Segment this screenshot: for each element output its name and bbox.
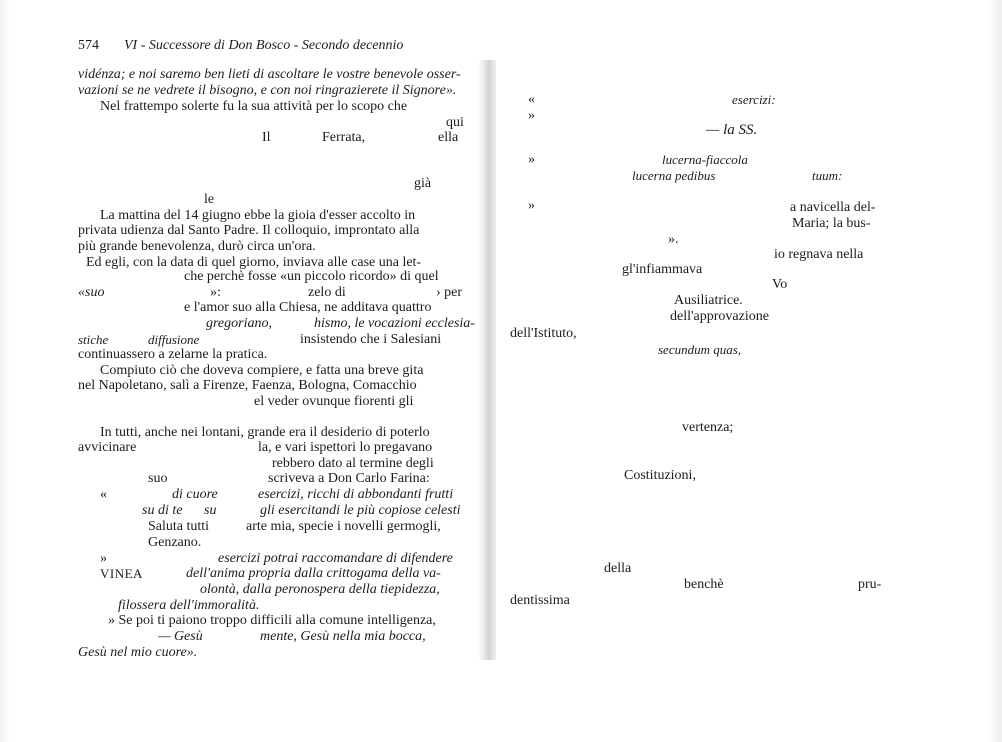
text-line: zelo di	[308, 285, 346, 300]
text-line: stiche	[78, 332, 109, 347]
book-gutter-shadow	[478, 60, 496, 660]
text-line: Il	[262, 130, 271, 145]
text-line: a navicella del-	[790, 200, 876, 215]
text-line: › per	[436, 285, 463, 300]
text-line: Maria; la bus-	[792, 216, 871, 231]
text-line: insistendo che i Salesiani	[300, 332, 442, 347]
page-edge-right	[988, 0, 1002, 742]
text-line: »	[528, 152, 535, 167]
text-line: Saluta tutti	[148, 519, 210, 534]
text-line: ».	[668, 232, 679, 247]
text-line: dell'approvazione	[670, 309, 769, 324]
text-line: di cuore	[172, 487, 218, 502]
text-line: che perchè fosse «un piccolo ricordo» di quel	[184, 269, 439, 284]
text-line: mente, Gesù nella mia bocca,	[260, 629, 426, 644]
text-line: — la SS.	[706, 122, 758, 138]
text-line: già	[414, 176, 432, 191]
text-line: Vo	[772, 277, 788, 292]
running-header: VI - Successore di Don Bosco - Secondo decennio	[124, 38, 404, 53]
text-line: avvicinare	[78, 440, 137, 455]
text-line: — Gesù	[158, 629, 203, 644]
text-line: »	[528, 108, 535, 123]
text-line: Genzano.	[148, 535, 202, 550]
text-line: continuassero a zelarne la pratica.	[78, 347, 268, 362]
text-line: esercizi, ricchi di abbondanti frutti	[258, 487, 454, 502]
text-line: «	[528, 92, 535, 107]
text-line: olontà, dalla peronospera della tiepidezza,	[200, 582, 440, 597]
text-line: qui	[446, 115, 464, 130]
text-line: vidénza; e noi saremo ben lieti di ascoltare le vostre benevole osser-	[78, 67, 461, 82]
text-line: » Se poi ti paiono troppo difficili alla comune intelligenza,	[108, 613, 436, 628]
text-line: arte mia, specie i novelli germogli,	[246, 519, 441, 534]
page-edge-left	[0, 0, 10, 742]
text-line: privata udienza dal Santo Padre. Il colloquio, improntato alla	[78, 223, 420, 238]
text-line: gregoriano,	[206, 316, 272, 331]
text-line: »	[100, 551, 107, 566]
text-line: pru-	[858, 577, 882, 592]
text-line: diffusione	[148, 332, 200, 347]
text-line: le	[204, 192, 215, 207]
text-line: della	[604, 561, 632, 576]
text-line: La mattina del 14 giugno ebbe la gioia d'esser accolto in	[100, 208, 416, 223]
text-line: filossera dell'immoralità.	[118, 598, 260, 613]
text-line: benchè	[684, 577, 724, 592]
text-line: più grande benevolenza, durò circa un'ora.	[78, 239, 316, 254]
text-line: vazioni se ne vedrete il bisogno, e con noi ringrazierete il Signore».	[78, 83, 457, 98]
text-line: «suo	[78, 285, 105, 300]
page-number: 574	[78, 38, 99, 53]
text-line: su	[204, 503, 217, 518]
text-line: Nel frattempo solerte fu la sua attività per lo scopo che	[100, 99, 408, 114]
text-line: Ferrata,	[322, 130, 366, 145]
text-line: vertenza;	[682, 420, 734, 435]
text-line: Gesù nel mio cuore».	[78, 645, 198, 660]
text-line: ella	[438, 130, 459, 145]
text-line: hismo, le vocazioni ecclesia-	[314, 316, 475, 331]
text-line: scriveva a Don Carlo Farina:	[268, 471, 430, 486]
text-line: tuum:	[812, 168, 843, 183]
text-line: e l'amor suo alla Chiesa, ne additava quattro	[184, 300, 432, 315]
text-line: suo	[148, 471, 168, 486]
text-line: Ausiliatrice.	[674, 293, 743, 308]
text-line: nel Napoletano, salì a Firenze, Faenza, Bologna, Comacchio	[78, 378, 417, 393]
text-line: su di te	[142, 503, 183, 518]
text-line: »	[528, 198, 535, 213]
text-line: lucerna-fiaccola	[662, 152, 748, 167]
text-line: »:	[210, 285, 221, 300]
text-line: secundum quas,	[658, 342, 742, 357]
text-line: io regnava nella	[774, 247, 864, 262]
text-line: la, e vari ispettori lo pregavano	[258, 440, 433, 455]
text-line: dell'Istituto,	[510, 326, 577, 341]
text-line: VINEA	[100, 566, 143, 581]
text-line: gli esercitandi le più copiose celesti	[260, 503, 461, 518]
text-line: el veder ovunque fiorenti gli	[254, 394, 414, 409]
text-line: dentissima	[510, 593, 570, 608]
text-line: lucerna pedibus	[632, 168, 716, 183]
text-line: dell'anima propria dalla crittogama della va-	[186, 566, 441, 581]
text-line: esercizi:	[732, 92, 776, 107]
text-line: esercizi potrai raccomandare di difendere	[218, 551, 453, 566]
text-line: gl'infiammava	[622, 262, 703, 277]
text-line: Ed egli, con la data di quel giorno, inviava alle case una let-	[86, 255, 422, 270]
text-line: Compiuto ciò che doveva compiere, e fatta una breve gita	[100, 363, 424, 378]
text-line: «	[100, 487, 107, 502]
text-line: Costituzioni,	[624, 468, 696, 483]
text-line: rebbero dato al termine degli	[272, 456, 434, 471]
text-line: In tutti, anche nei lontani, grande era il desiderio di poterlo	[100, 425, 430, 440]
